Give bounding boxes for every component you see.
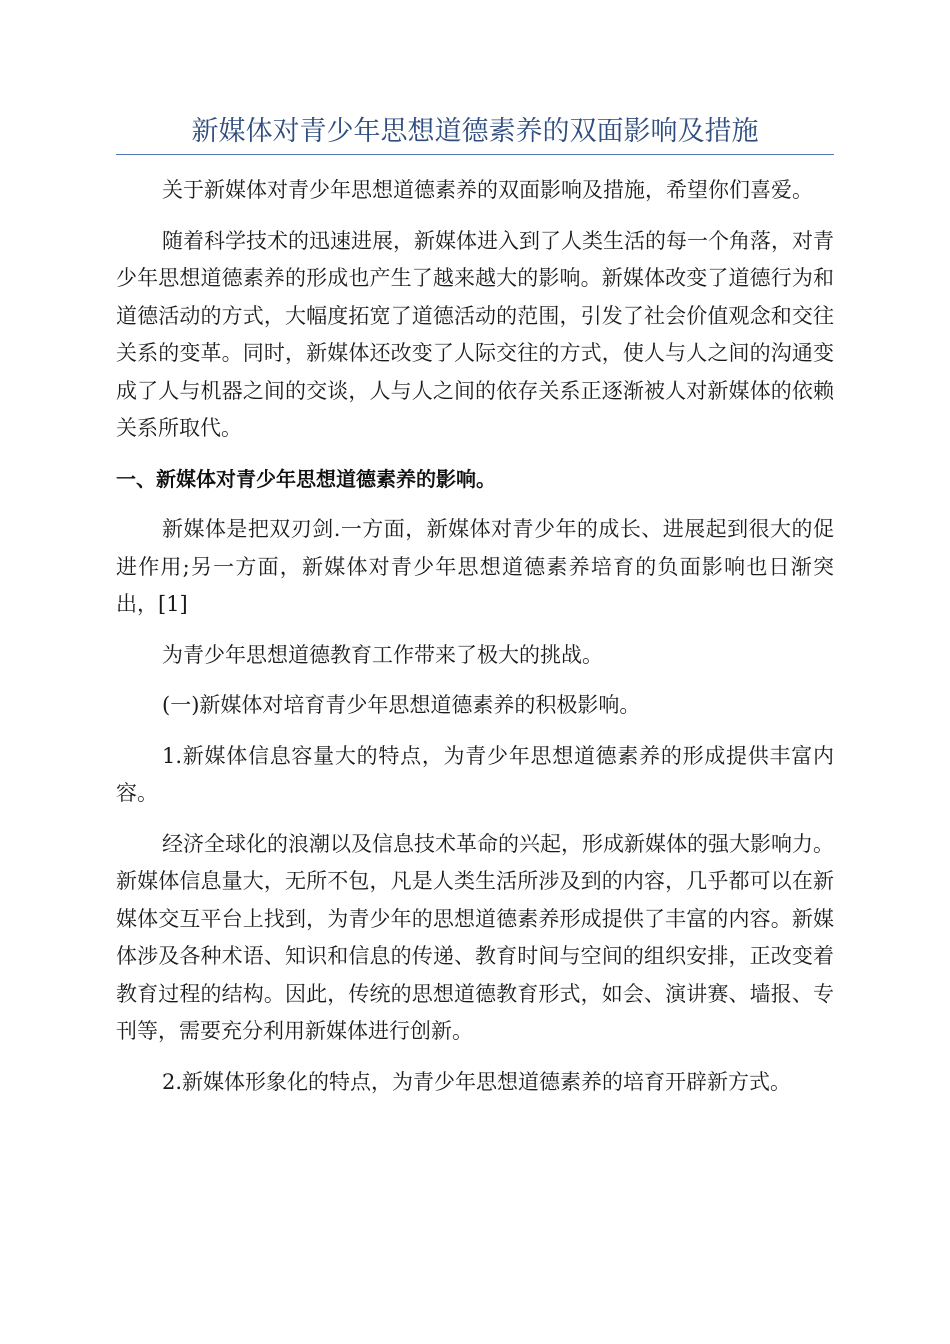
document-body [116,172,834,1114]
subsection-heading: (一)新媒体对培育青少年思想道德素养的积极影响。 [162,693,641,717]
title-underline [116,154,834,155]
intro-paragraph: 关于新媒体对青少年思想道德素养的双面影响及措施，希望你们喜爱。 [162,178,813,202]
section-heading: 一、新媒体对青少年思想道德素养的影响。 [116,466,496,491]
numbered-point: 2.新媒体形象化的特点，为青少年思想道德素养的培育开辟新方式。 [162,1069,792,1094]
body-paragraph: 为青少年思想道德教育工作带来了极大的挑战。 [162,642,603,667]
body-paragraph: 经济全球化的浪潮以及信息技术革命的兴起，形成新媒体的强大影响力。新媒体信息量大，无所不包，凡是人类生活所涉及到的内容，几乎都可以在新媒体交互平台上找到，为青少年的思想道德素养形成提供了丰富的内容。新媒体涉及各种术语、知识和信息的传递、教育时间与空间的组织安排，正改变着教育过程的结构。因此，传统的思想道德教育形式，如会、演讲赛、墙报、专刊等，需要充分利用新媒体进行创新。 [116,831,834,1043]
document-title: 新媒体对青少年思想道德素养的双面影响及措施 [191,116,759,147]
body-paragraph: 新媒体是把双刃剑.一方面，新媒体对青少年的成长、进展起到很大的促进作用;另一方面，新媒体对青少年思想道德素养培育的负面影响也日渐突出，[1] [116,517,834,616]
background-paragraph: 随着科学技术的迅速进展，新媒体进入到了人类生活的每一个角落，对青少年思想道德素养的形成也产生了越来越大的影响。新媒体改变了道德行为和道德活动的方式，大幅度拓宽了道德活动的范围，引发了社会价值观念和交往关系的变革。同时，新媒体还改变了人际交往的方式，使人与人之间的沟通变成了人与机器之间的交谈，人与人之间的依存关系正逐渐被人对新媒体的依赖关系所取代。 [116,228,834,440]
numbered-point: 1.新媒体信息容量大的特点，为青少年思想道德素养的形成提供丰富内容。 [116,743,834,805]
